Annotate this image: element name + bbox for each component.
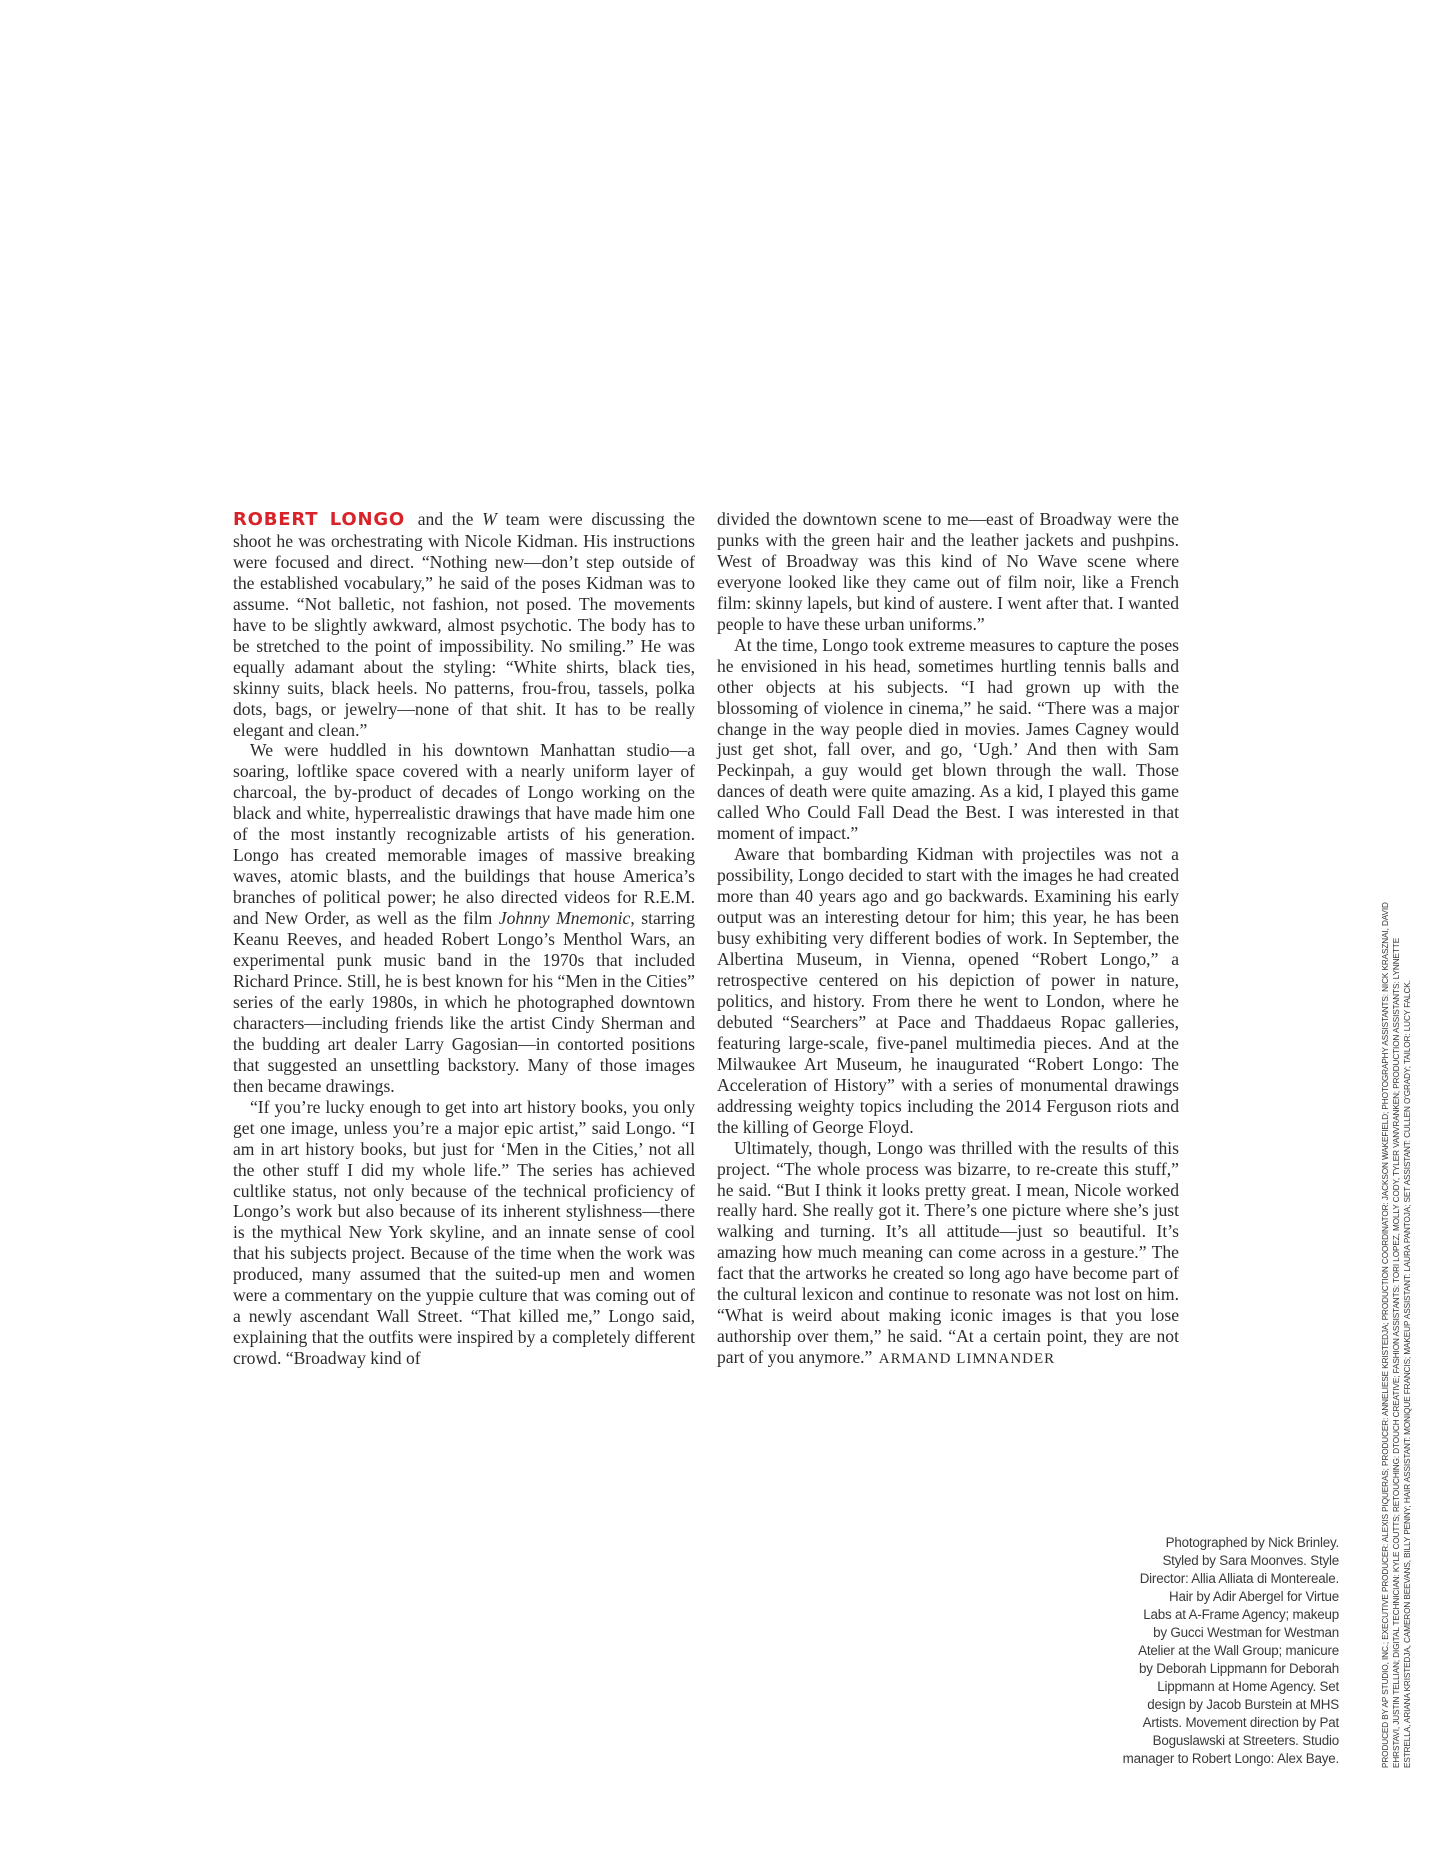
photo-credits: Photographed by Nick Brinley. Styled by Sara Moonves. Style Director: Allia Alliata di Montereale. Hair by Adir Abergel for Virtue Labs at A-Frame Agency; makeup by Gucci Westman for Westman Atelier at the Wall Group; manicure by Deborah Lippmann for Deborah Lippmann at Home Agency. Set design by Jacob Burstein at MHS Artists. Movement direction by Pat Boguslawski at Streeters. Studio manager to Robert Longo: Alex Baye. — [1122, 1535, 1339, 1766]
production-credits: PRODUCED BY AP STUDIO, INC.; EXECUTIVE PRODUCER: ALEXIS PIQUERAS; PRODUCER: ANNELIESE KRISTEDJA; PRODUCTION COORDINATOR: JACKSON WAKEFIELD; PHOTOGRAPHY ASSISTANTS: NICK KRASZNAI, DAVID EHRSTAVI, JUSTIN TELLIAN; DIGITAL TECHNICIAN: KYLE COUTTS; RETOUCHING: DTOUCH CREATIVE; FASHION ASSISTANTS: TORI LOPEZ, MOLLY CODY, TYLER VANVRANKEN; PRODUCTION ASSISTANTS: LYNNETTE ESTRELLA, ARIANA KRISTEDJA, CAMERON BEEVANS, BILLY PENNY; HAIR ASSISTANT: MONIQUE FRANCIS; MAKEUP ASSISTANT: LAURA PANTOJA; SET ASSISTANT: CULLEN O'GRADY; TAILOR: LUCY FALCK. — [1381, 902, 1412, 1768]
article-paragraph: Aware that bombarding Kidman with projectiles was not a possibility, Longo decided to start with the images he had created more than 40 years ago and go backwards. Examining his early output was an interesting detour for him; this year, he has been busy exhibiting very different bodies of work. In September, the Albertina Museum, in Vienna, opened “Robert Longo,” a retrospective centered on his depiction of power in nature, politics, and history. From there he went to London, where he debuted “Searchers” at Pace and Thaddaeus Ropac galleries, featuring large-scale, five-panel multimedia pieces. And at the Milwaukee Art Museum, he inaugurated “Robert Longo: The Acceleration of History” with a series of monumental drawings addressing weighty topics including the 2014 Ferguson riots and the killing of George Floyd. — [717, 844, 1179, 1137]
article-paragraph: At the time, Longo took extreme measures to capture the poses he envisioned in his head, sometimes hurtling tennis balls and other objects at his subjects. “I had grown up with the blossoming of violence in cinema,” he said. “There was a major change in the way people died in movies. James Cagney would just get shot, fall over, and go, ‘Ugh.’ And then with Sam Peckinpah, a guy would get blown through the wall. Those dances of death were quite amazing. As a kid, I played this game called Who Could Fall Dead the Best. I was interested in that moment of impact.” — [717, 634, 1179, 844]
paragraph-text: and the — [409, 509, 483, 529]
article-paragraph: divided the downtown scene to me—east of Broadway were the punks with the green hair and the leather jackets and pushpins. West of Broadway was this kind of No Wave scene where everyone looked like they came out of film noir, like a French film: skinny lapels, but kind of austere. I went after that. I wanted people to have these urban uniforms.” — [717, 509, 1179, 634]
article-paragraph — [233, 740, 695, 1096]
article-column-left — [233, 509, 695, 1369]
author-byline: ARMAND LIMNANDER — [878, 1351, 1056, 1368]
paragraph-text: team were discussing the shoot he was orchestrating with Nicole Kidman. His instructions were focused and direct. “Nothing new—don’t step outside of the established vocabulary,” he said of the poses Kidman was to assume. “Not balletic, not fashion, not posed. The movements have to be slightly awkward, almost psychotic. The body has to be stretched to the point of impossibility. No smiling.” He was equally adamant about the styling: “White shirts, black ties, skinny suits, black heels. No patterns, frou-frou, tassels, polka dots, bags, or jewelry—none of that shit. It has to be really elegant and clean.” — [233, 509, 695, 740]
paragraph-text: Ultimately, though, Longo was thrilled with the results of this project. “The whole process was bizarre, to re-create this stuff,” he said. “But I think it looks pretty great. I mean, Nicole worked really hard. She really got it. There’s one picture where she’s just walking and turning. It’s all attitude—just so beautiful. It’s amazing how much meaning can come across in a gesture.” The fact that the artworks he created so long ago have become part of the cultural lexicon and continue to resonate was not lost on him. “What is weird about making iconic images is that you lose authorship over them,” he said. “At a certain point, they are not part of you anymore.” — [717, 1137, 1179, 1368]
article-column-right — [717, 509, 1179, 1370]
lead-name: ROBERT LONGO — [233, 509, 405, 530]
magazine-name: W — [482, 509, 497, 529]
article-paragraph — [717, 1138, 1179, 1370]
article-paragraph: “If you’re lucky enough to get into art history books, you only get one image, unless you’re a major epic artist,” said Longo. “I am in art history books, but just for ‘Men in the Cities,’ not all the other stuff I did my whole life.” The series has achieved cultlike status, not only because of the technical proficiency of Longo’s work but also because of its inherent stylishness—there is the mythical New York skyline, and an innate sense of cool that his subjects project. Because of the time when the work was produced, many assumed that the suited-up men and women were a commentary on the yuppie culture that was coming out of a newly ascendant Wall Street. “That killed me,” Longo said, explaining that the outfits were inspired by a completely different crowd. “Broadway kind of — [233, 1096, 695, 1369]
paragraph-text: We were huddled in his downtown Manhattan studio—a soaring, loftlike space covered with a nearly uniform layer of charcoal, the by-product of decades of Longo working on the black and white, hyperrealistic drawings that have made him one of the most instantly recognizable artists of his generation. Longo has created memorable images of massive breaking waves, atomic blasts, and the buildings that house America’s branches of political power; he also directed videos for R.E.M. and New Order, as well as the film — [233, 740, 695, 929]
article-paragraph — [233, 509, 695, 740]
paragraph-text: , starring Keanu Reeves, and headed Robert Longo’s Menthol Wars, an experimental punk music band in the 1970s that included Richard Prince. Still, he is best known for his “Men in the Cities” series of the early 1980s, in which he photographed downtown characters—including friends like the artist Cindy Sherman and the budding art dealer Larry Gagosian—in contorted positions that suggested an unsettling backstory. Many of those images then became drawings. — [233, 908, 696, 1096]
film-title: Johnny Mnemonic — [498, 908, 631, 929]
